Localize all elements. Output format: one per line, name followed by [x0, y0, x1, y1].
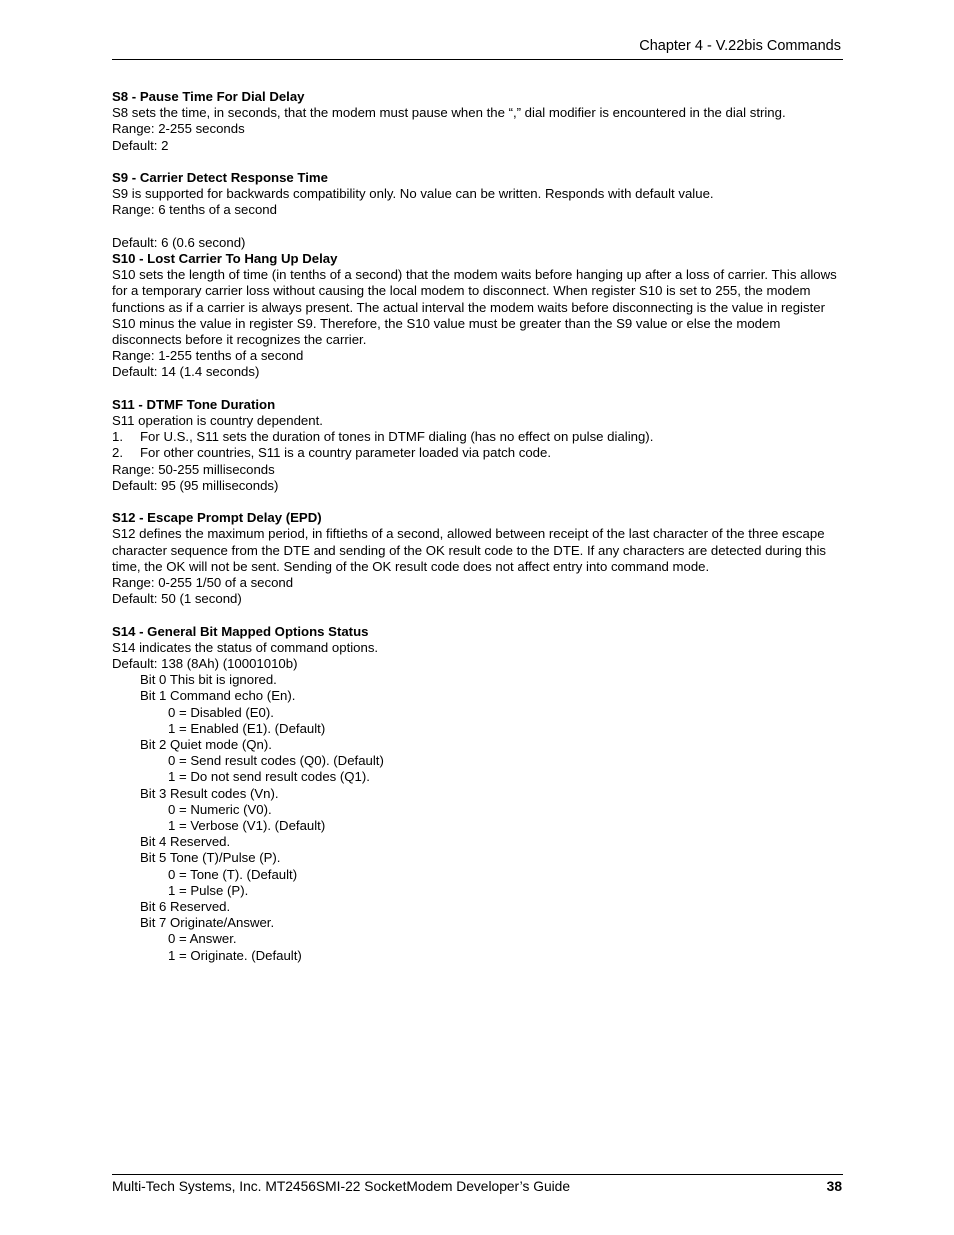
section-title-s10: S10 - Lost Carrier To Hang Up Delay [112, 251, 338, 266]
s9-range: Range: 6 tenths of a second [112, 202, 277, 218]
s14-intro: S14 indicates the status of command options. [112, 639, 379, 655]
section-title-s14: S14 - General Bit Mapped Options Status [112, 623, 369, 639]
section-title-s9: S9 - Carrier Detect Response Time [112, 170, 328, 185]
section-s12 [112, 510, 843, 607]
bit-value: 0 = Numeric (V0). [168, 801, 272, 817]
page-content [112, 89, 843, 980]
section-s8 [112, 89, 843, 154]
s9-default: Default: 6 (0.6 second) [112, 234, 246, 250]
section-s9 [112, 170, 843, 251]
s8-default: Default: 2 [112, 137, 169, 153]
list-text: For U.S., S11 sets the duration of tones in DTMF dialing (has no effect on pulse dialing). [140, 429, 654, 445]
s14-bit-list [112, 672, 843, 964]
page-footer [112, 1174, 843, 1194]
bit-value: 1 = Originate. (Default) [168, 947, 302, 963]
bit-value: 1 = Pulse (P). [168, 882, 249, 898]
list-number: 1. [112, 429, 123, 445]
bit-label: Bit 6 Reserved. [140, 899, 231, 915]
bit-value: 1 = Verbose (V1). (Default) [168, 818, 326, 834]
list-text: For other countries, S11 is a country parameter loaded via patch code. [140, 445, 551, 461]
s11-intro: S11 operation is country dependent. [112, 413, 323, 429]
footer-title: Multi-Tech Systems, Inc. MT2456SMI-22 SocketModem Developer’s Guide [112, 1179, 571, 1194]
page-header [112, 38, 843, 60]
s8-description: S8 sets the time, in seconds, that the modem must pause when the “,” dial modifier is encountered in the dial string. [112, 105, 786, 121]
s12-range: Range: 0-255 1/50 of a second [112, 575, 294, 591]
section-title-s11: S11 - DTMF Tone Duration [112, 396, 276, 412]
bit-value: 1 = Enabled (E1). (Default) [168, 720, 326, 736]
section-s14 [112, 624, 843, 964]
section-title-s12: S12 - Escape Prompt Delay (EPD) [112, 510, 322, 526]
s9-description: S9 is supported for backwards compatibility only. No value can be written. Responds with default value. [112, 186, 714, 202]
section-s11 [112, 397, 843, 494]
bit-label: Bit 1 Command echo (En). [140, 688, 296, 704]
bit-label: Bit 7 Originate/Answer. [140, 915, 275, 931]
bit-value: 0 = Disabled (E0). [168, 704, 274, 720]
bit-value: 0 = Tone (T). (Default) [168, 866, 298, 882]
section-s10 [112, 251, 843, 381]
bit-label: Bit 5 Tone (T)/Pulse (P). [140, 850, 281, 866]
s11-default: Default: 95 (95 milliseconds) [112, 477, 279, 493]
bit-label: Bit 2 Quiet mode (Qn). [140, 737, 272, 753]
s12-default: Default: 50 (1 second) [112, 591, 242, 607]
s8-range: Range: 2-255 seconds [112, 121, 245, 137]
bit-value: 0 = Send result codes (Q0). (Default) [168, 753, 384, 769]
list-number: 2. [112, 445, 123, 461]
s11-range: Range: 50-255 milliseconds [112, 461, 275, 477]
s10-range: Range: 1-255 tenths of a second [112, 348, 304, 364]
section-title-s8: S8 - Pause Time For Dial Delay [112, 89, 305, 104]
list-item [112, 429, 843, 445]
list-item [112, 445, 843, 461]
bit-label: Bit 4 Reserved. [140, 834, 231, 850]
s12-description: S12 defines the maximum period, in fiftieths of a second, allowed between receipt of the last character of the three escape character sequence from the DTE and sending of the OK result code to the DTE. If any characters are detected during this time, the OK will not be sent. Sending of the OK result code does not affect entry into command mode. [112, 526, 826, 574]
bit-label: Bit 3 Result codes (Vn). [140, 785, 279, 801]
bit-label: Bit 0 This bit is ignored. [140, 672, 277, 688]
chapter-title: Chapter 4 - V.22bis Commands [639, 38, 841, 54]
s10-description: S10 sets the length of time (in tenths of a second) that the modem waits before hanging up after a loss of carrier. This allows for a temporary carrier loss without causing the local modem to disconnect. When register S10 is set to 255, the modem functions as if a carrier is always present. The actual interval the modem waits before disconnecting is the value in register S10 minus the value in register S9. Therefore, the S10 value must be greater than the S9 value or else the modem disconnects before it recognizes the carrier. [112, 267, 837, 348]
bit-value: 1 = Do not send result codes (Q1). [168, 769, 370, 785]
blank-line [112, 219, 843, 235]
s14-default: Default: 138 (8Ah) (10001010b) [112, 656, 298, 672]
s10-default: Default: 14 (1.4 seconds) [112, 364, 260, 380]
page-number: 38 [826, 1179, 842, 1194]
bit-value: 0 = Answer. [168, 931, 237, 947]
s11-list [112, 429, 843, 461]
